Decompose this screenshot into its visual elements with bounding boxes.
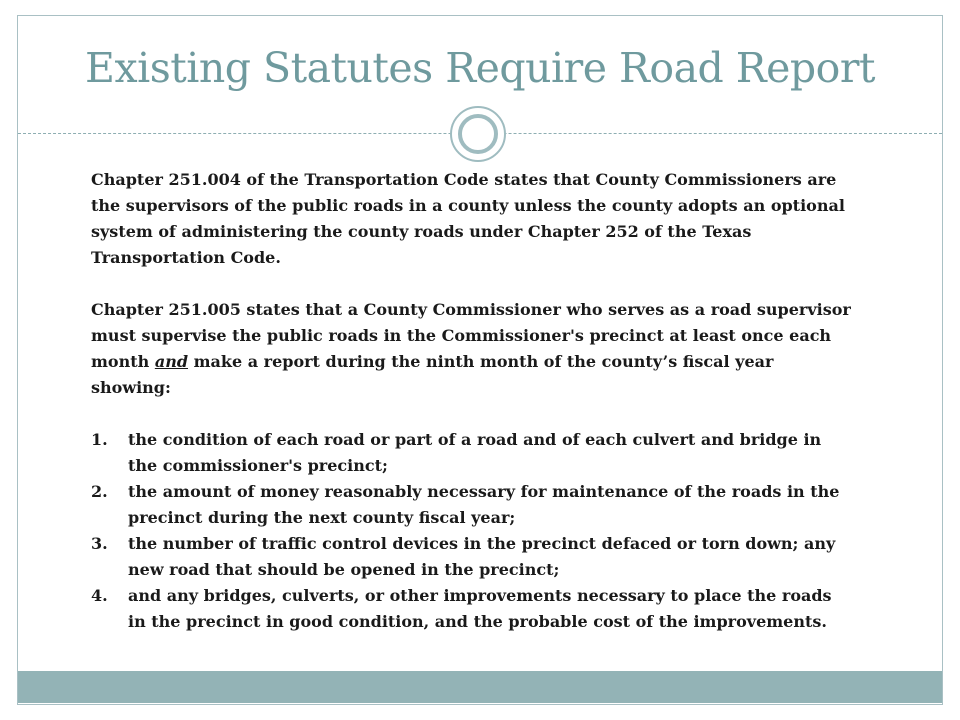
- list-item: [91, 479, 851, 531]
- list-item-text: the number of traffic control devices in the precinct defaced or torn down; any new road that should be opened in the precinct;: [128, 534, 836, 579]
- emphasis-and: and: [154, 352, 189, 371]
- list-item-number: 1.: [91, 430, 108, 449]
- list-item-number: 4.: [91, 586, 108, 605]
- list-item-text: and any bridges, culverts, or other improvements necessary to place the roads in the precinct in good condition, and the probable cost of the improvements.: [128, 586, 832, 631]
- paragraph-chapter-251-005: [91, 297, 851, 401]
- paragraph-text-after: make a report during the ninth month of the county’s fiscal year showing:: [91, 352, 774, 397]
- footer-bar: [18, 671, 942, 703]
- slide-body: [91, 167, 851, 635]
- circle-ornament-icon: [450, 106, 506, 162]
- list-item: [91, 531, 851, 583]
- paragraph-text-before: Chapter 251.005 states that a County Commissioner who serves as a road supervisor must supervise the public roads in the Commissioner's precinct at least once each month: [91, 300, 851, 371]
- list-item-text: the amount of money reasonably necessary for maintenance of the roads in the precinct during the next county fiscal year;: [128, 482, 840, 527]
- report-items-list: [91, 427, 851, 635]
- circle-ornament-inner: [458, 114, 498, 154]
- paragraph-chapter-251-004: Chapter 251.004 of the Transportation Code states that County Commissioners are the supervisors of the public roads in a county unless the county adopts an optional system of administering the county roads under Chapter 252 of the Texas Transportation Code.: [91, 170, 845, 267]
- slide-title: Existing Statutes Require Road Report: [85, 44, 875, 92]
- list-item-number: 2.: [91, 482, 108, 501]
- list-item-number: 3.: [91, 534, 108, 553]
- list-item: [91, 427, 851, 479]
- list-item: [91, 583, 851, 635]
- list-item-text: the condition of each road or part of a road and of each culvert and bridge in the commissioner's precinct;: [128, 430, 822, 475]
